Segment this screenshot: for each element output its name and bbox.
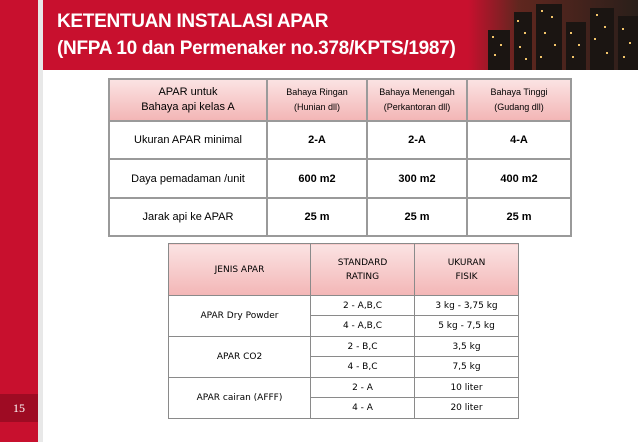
apar-class-a-table bbox=[108, 78, 572, 237]
cell-value: 300 m2 bbox=[367, 159, 467, 198]
rating-cell: 2 - B,C bbox=[311, 337, 415, 357]
column-header-menengah: Bahaya Menengah (Perkantoran dll) bbox=[367, 79, 467, 121]
column-header-tinggi: Bahaya Tinggi (Gudang dll) bbox=[467, 79, 571, 121]
table-row bbox=[169, 337, 519, 357]
cell-value: 4-A bbox=[467, 121, 571, 159]
slide-title-line2: (NFPA 10 dan Permenaker no.378/KPTS/1987) bbox=[57, 38, 456, 59]
apar-type-cell: APAR CO2 bbox=[169, 337, 311, 378]
corner-line2: Bahaya api kelas A bbox=[141, 101, 235, 113]
column-header-ringan: Bahaya Ringan (Hunian dll) bbox=[267, 79, 367, 121]
size-cell: 7,5 kg bbox=[415, 357, 519, 378]
row-label: Daya pemadaman /unit bbox=[109, 159, 267, 198]
apar-type-cell: APAR cairan (AFFF) bbox=[169, 378, 311, 419]
cell-value: 25 m bbox=[267, 198, 367, 236]
cell-value: 2-A bbox=[267, 121, 367, 159]
cell-value: 600 m2 bbox=[267, 159, 367, 198]
cell-value: 25 m bbox=[367, 198, 467, 236]
rating-cell: 4 - A bbox=[311, 398, 415, 419]
table1-corner-header bbox=[109, 79, 267, 121]
table-row bbox=[109, 121, 571, 159]
cell-value: 400 m2 bbox=[467, 159, 571, 198]
size-cell: 20 liter bbox=[415, 398, 519, 419]
header-standard-rating: STANDARD RATING bbox=[311, 244, 415, 296]
rating-cell: 2 - A bbox=[311, 378, 415, 398]
apar-type-cell: APAR Dry Powder bbox=[169, 296, 311, 337]
cell-value: 2-A bbox=[367, 121, 467, 159]
size-cell: 3,5 kg bbox=[415, 337, 519, 357]
size-cell: 3 kg - 3,75 kg bbox=[415, 296, 519, 316]
corner-line1: APAR untuk bbox=[158, 86, 218, 98]
side-band bbox=[0, 0, 43, 442]
rating-cell: 4 - B,C bbox=[311, 357, 415, 378]
header-jenis-apar: JENIS APAR bbox=[169, 244, 311, 296]
table-row bbox=[169, 296, 519, 316]
size-cell: 5 kg - 7,5 kg bbox=[415, 316, 519, 337]
rating-cell: 2 - A,B,C bbox=[311, 296, 415, 316]
header-ukuran-fisik: UKURAN FISIK bbox=[415, 244, 519, 296]
apar-type-table bbox=[168, 243, 519, 419]
rating-cell: 4 - A,B,C bbox=[311, 316, 415, 337]
city-skyline-image bbox=[468, 0, 638, 70]
slide-title-line1: KETENTUAN INSTALASI APAR bbox=[57, 11, 329, 32]
row-label: Ukuran APAR minimal bbox=[109, 121, 267, 159]
table-row bbox=[109, 198, 571, 236]
table-row bbox=[109, 159, 571, 198]
page-number: 15 bbox=[0, 394, 38, 422]
cell-value: 25 m bbox=[467, 198, 571, 236]
header-banner bbox=[43, 0, 638, 70]
table-row bbox=[169, 378, 519, 398]
row-label: Jarak api ke APAR bbox=[109, 198, 267, 236]
size-cell: 10 liter bbox=[415, 378, 519, 398]
